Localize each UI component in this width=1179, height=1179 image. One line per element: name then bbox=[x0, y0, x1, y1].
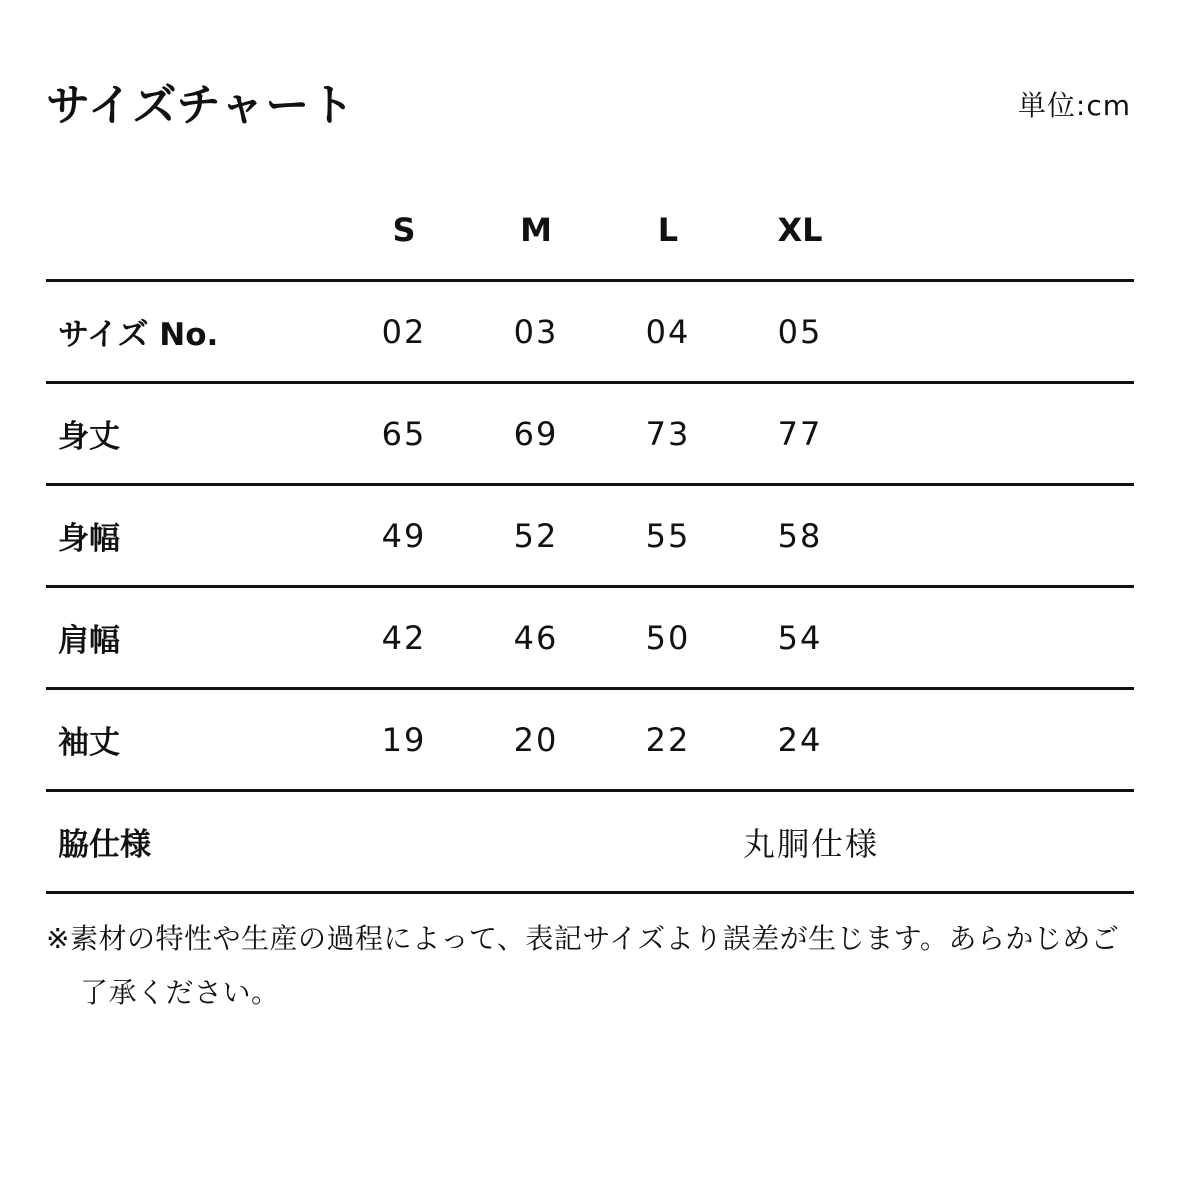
size-header-l: L bbox=[602, 180, 734, 281]
disclaimer-note: ※素材の特性や生産の過程によって、表記サイズより誤差が生じます。あらかじめご了承ください。 bbox=[46, 922, 1120, 1009]
table-row-size-no bbox=[46, 281, 1134, 383]
table-cell: 24 bbox=[734, 689, 866, 791]
table-cell: 65 bbox=[338, 383, 470, 485]
side-spec-value: 丸胴仕様 bbox=[338, 791, 1134, 893]
table-cell: 05 bbox=[734, 281, 866, 383]
table-cell: 46 bbox=[470, 587, 602, 689]
table-row-sleeve-length bbox=[46, 689, 1134, 791]
row-label: サイズ No. bbox=[46, 281, 338, 383]
table-cell: 52 bbox=[470, 485, 602, 587]
table-cell: 02 bbox=[338, 281, 470, 383]
size-header-xl: XL bbox=[734, 180, 866, 281]
table-cell: 42 bbox=[338, 587, 470, 689]
table-cell: 03 bbox=[470, 281, 602, 383]
table-row-body-width bbox=[46, 485, 1134, 587]
table-cell: 55 bbox=[602, 485, 734, 587]
spacer-cell bbox=[866, 485, 1134, 587]
table-cell: 19 bbox=[338, 689, 470, 791]
table-cell: 50 bbox=[602, 587, 734, 689]
size-chart-table bbox=[46, 180, 1134, 894]
table-cell: 22 bbox=[602, 689, 734, 791]
table-cell: 77 bbox=[734, 383, 866, 485]
table-cell: 20 bbox=[470, 689, 602, 791]
page-title: サイズチャート bbox=[46, 80, 356, 131]
table-row-side-spec bbox=[46, 791, 1134, 893]
size-header-s: S bbox=[338, 180, 470, 281]
size-header-row bbox=[46, 180, 1134, 281]
table-cell: 49 bbox=[338, 485, 470, 587]
row-label: 袖丈 bbox=[46, 689, 338, 791]
table-row-body-length bbox=[46, 383, 1134, 485]
spacer-cell bbox=[866, 689, 1134, 791]
table-cell: 58 bbox=[734, 485, 866, 587]
row-label: 肩幅 bbox=[46, 587, 338, 689]
spacer-cell bbox=[866, 383, 1134, 485]
table-row-shoulder-width bbox=[46, 587, 1134, 689]
header-spacer-cell bbox=[866, 180, 1134, 281]
table-cell: 73 bbox=[602, 383, 734, 485]
row-label: 身幅 bbox=[46, 485, 338, 587]
table-cell: 04 bbox=[602, 281, 734, 383]
unit-label: 単位:cm bbox=[1017, 89, 1131, 122]
size-header-m: M bbox=[470, 180, 602, 281]
table-cell: 69 bbox=[470, 383, 602, 485]
spacer-cell bbox=[866, 281, 1134, 383]
row-label: 身丈 bbox=[46, 383, 338, 485]
row-label: 脇仕様 bbox=[46, 791, 338, 893]
header-empty-cell bbox=[46, 180, 338, 281]
table-cell: 54 bbox=[734, 587, 866, 689]
spacer-cell bbox=[866, 587, 1134, 689]
